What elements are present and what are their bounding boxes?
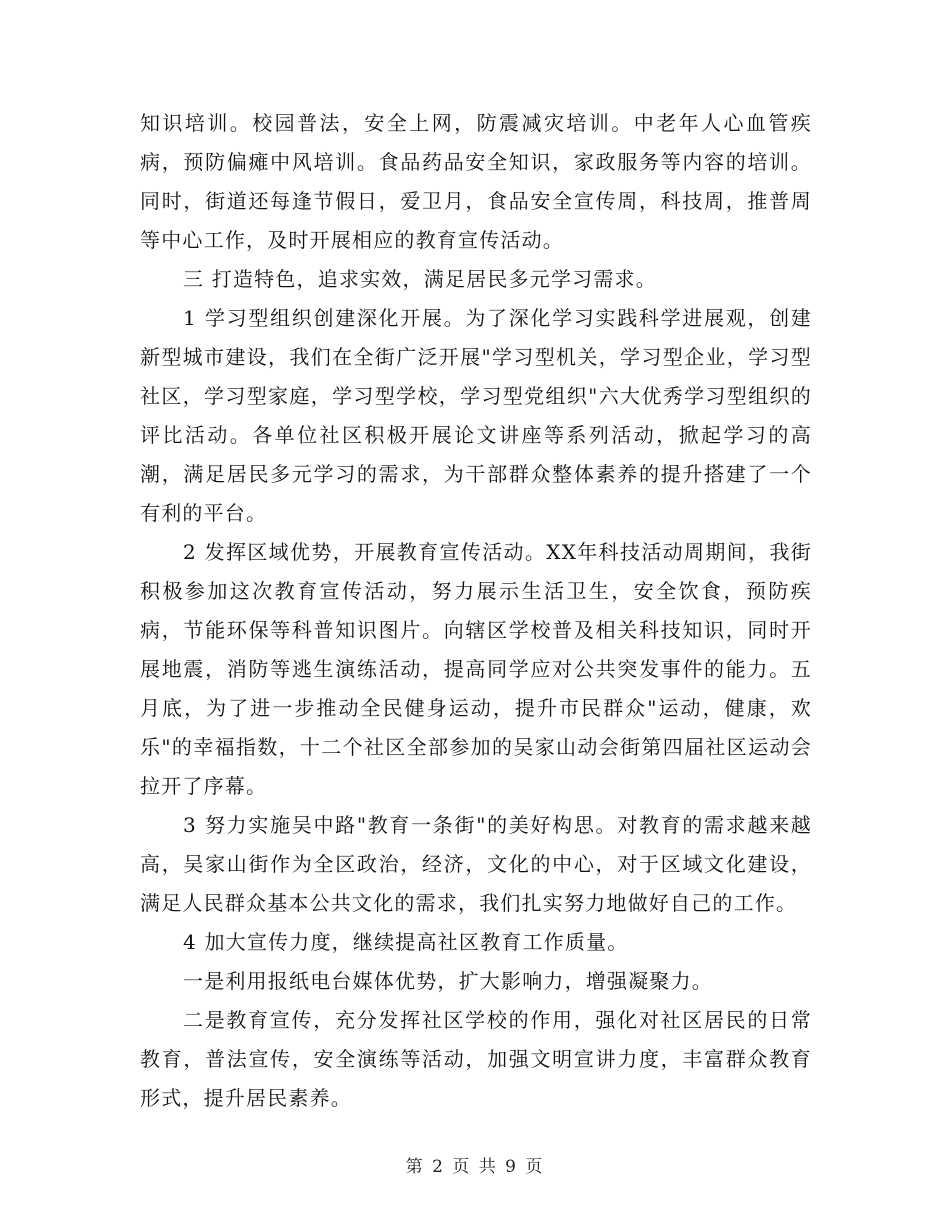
section-heading-three: 三 打造特色，追求实效，满足居民多元学习需求。 bbox=[183, 267, 657, 291]
paragraph-intro-continued: 知识培训。校园普法，安全上网，防震减灾培训。中老年人心血管疾病，预防偏瘫中风培训。食品药品安全知识，家政服务等内容的培训。同时，街道还每逢节假日，爱卫月，食品安全宣传周，科技周，推普周等中心工作，及时开展相应的教育宣传活动。 bbox=[140, 111, 812, 252]
footer-total-pages: 9 bbox=[505, 1157, 518, 1177]
document-body bbox=[140, 104, 812, 1118]
paragraph-item-3: 3 努力实施吴中路"教育一条街"的美好构思。对教育的需求越来越高，吴家山街作为全区政治，经济，文化的中心，对于区域文化建设，满足人民群众基本公共文化的需求，我们扎实努力地做好自己的工作。 bbox=[140, 813, 812, 915]
footer-prefix: 第 bbox=[405, 1157, 425, 1177]
paragraph-point-one: 一是利用报纸电台媒体优势，扩大影响力，增强凝聚力。 bbox=[183, 969, 713, 993]
paragraph-point-two: 二是教育宣传，充分发挥社区学校的作用，强化对社区居民的日常教育，普法宣传，安全演练等活动，加强文明宣讲力度，丰富群众教育形式，提升居民素养。 bbox=[140, 1008, 812, 1110]
footer-current-page: 2 bbox=[432, 1157, 445, 1177]
paragraph-item-2: 2 发挥区域优势，开展教育宣传活动。XX年科技活动周期间，我街积极参加这次教育宣传活动，努力展示生活卫生，安全饮食，预防疾病，节能环保等科普知识图片。向辖区学校普及相关科技知识，同时开展地震，消防等逃生演练活动，提高同学应对公共突发事件的能力。五月底，为了进一步推动全民健身运动，提升市民群众"运动，健康，欢乐"的幸福指数，十二个社区全部参加的吴家山动会街第四届社区运动会拉开了序幕。 bbox=[140, 540, 812, 798]
footer-suffix: 页 bbox=[525, 1157, 545, 1177]
page-footer bbox=[0, 1152, 950, 1177]
footer-middle: 页 共 bbox=[452, 1157, 498, 1177]
paragraph-item-4: 4 加大宣传力度，继续提高社区教育工作质量。 bbox=[183, 930, 629, 954]
paragraph-item-1: 1 学习型组织创建深化开展。为了深化学习实践科学进展观，创建新型城市建设，我们在全街广泛开展"学习型机关，学习型企业，学习型社区，学习型家庭，学习型学校，学习型党组织"六大优秀学习型组织的评比活动。各单位社区积极开展论文讲座等系列活动，掀起学习的高潮，满足居民多元学习的需求，为干部群众整体素养的提升搭建了一个有利的平台。 bbox=[140, 306, 812, 525]
